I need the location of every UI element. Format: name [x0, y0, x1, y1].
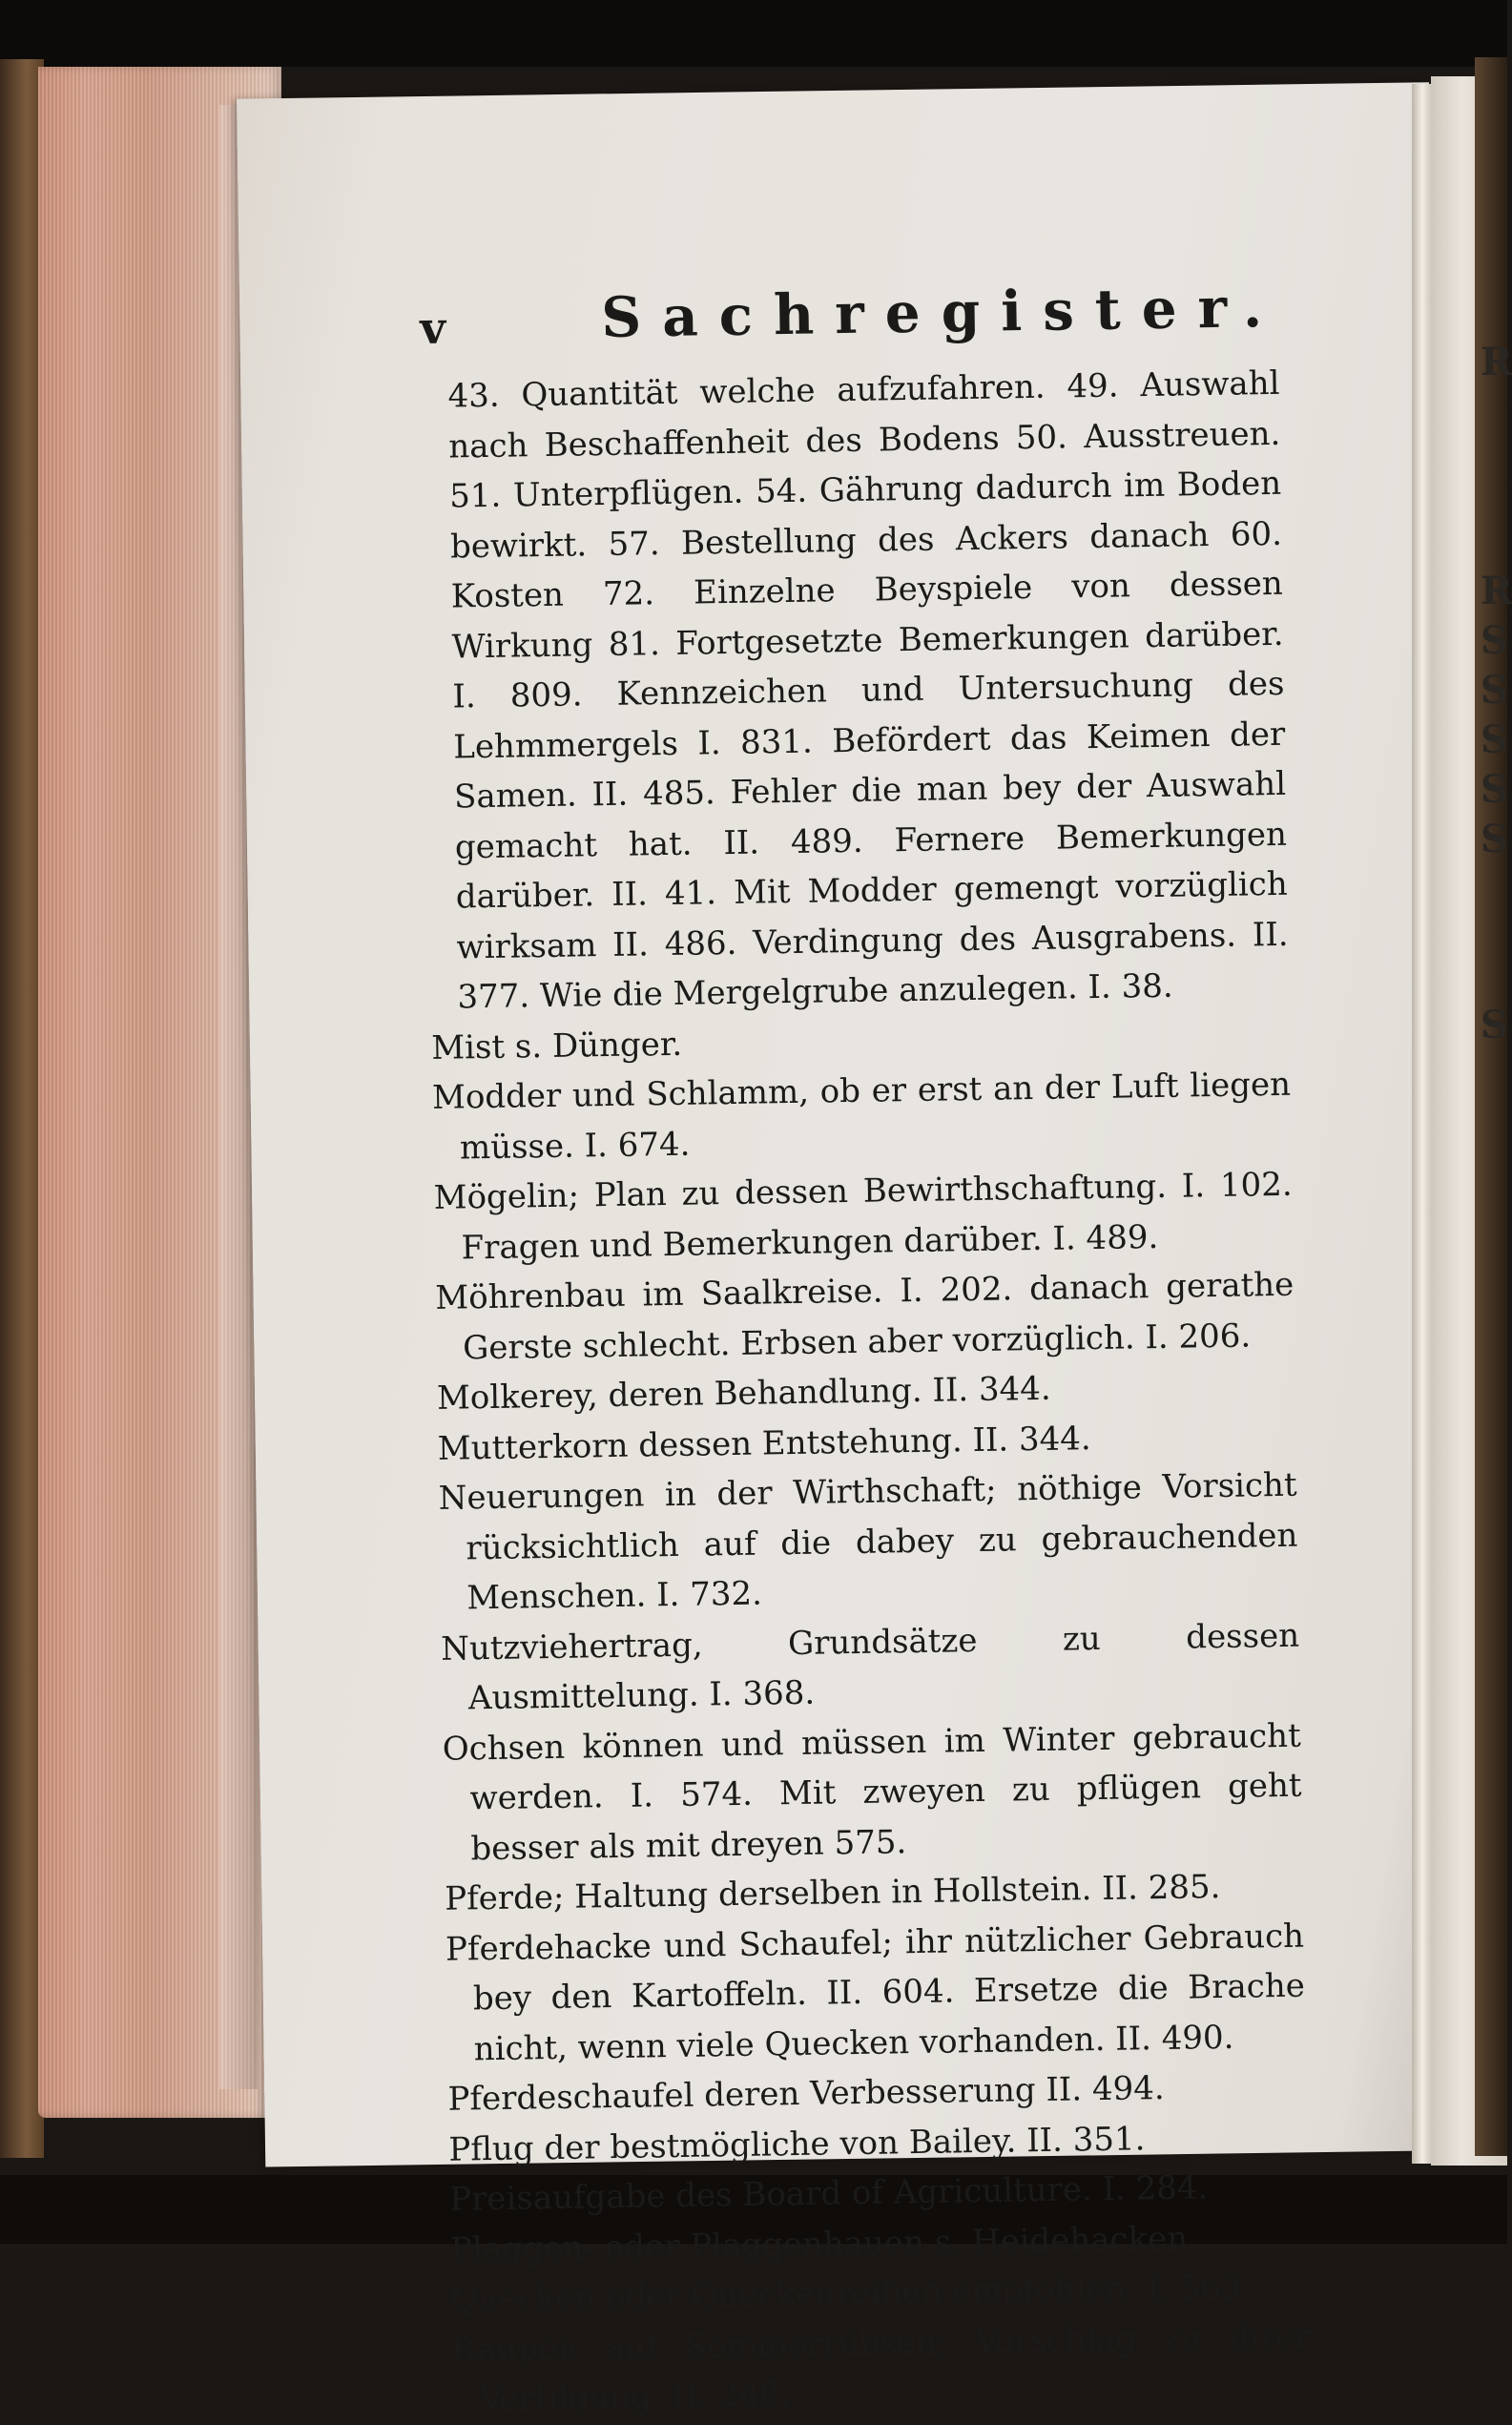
book-gutter	[1412, 84, 1433, 2164]
page-header	[419, 274, 1284, 372]
facing-letter: S	[1481, 1003, 1508, 1047]
index-entry: Möhrenbau im Saalkreise. I. 202. danach gerathe Gerste schlecht. Erbsen aber vorzüglich. I. 206.	[435, 1265, 1295, 1367]
facing-letter: S	[1481, 817, 1508, 861]
facing-letter: R	[1481, 569, 1512, 613]
index-entry: Ochsen können und müssen im Winter gebraucht werden. I. 574. Mit zweyen zu pflügen geht besser als mit dreyen 575.	[442, 1716, 1302, 1868]
signature-mark: v	[419, 301, 446, 354]
index-entry: Mögelin; Plan zu dessen Bewirthschaftung. I. 102. Fragen und Bemerkungen darüber. I. 489.	[433, 1165, 1293, 1267]
index-entry: Mist s. Dünger.	[430, 1025, 683, 1067]
index-entry: Mutterkorn dessen Entstehung. II. 344.	[437, 1419, 1092, 1468]
index-entry: Plaggen- oder Plaggenhauen s. Heidehacken.	[449, 2218, 1199, 2270]
index-entry: Molkerey, deren Behandlung. II. 344.	[436, 1369, 1051, 1418]
facing-letter: S	[1481, 767, 1508, 812]
index-entry: 43. Quantität welche aufzufahren. 49. Auswahl nach Beschaffenheit des Bodens 50. Ausstreuen. 51. Unterpflügen. 54. Gährung dadurch im Boden bewirkt. 57. Bestellung des Ackers danach 60. Kosten 72. Einzelne Beyspiele von dessen Wirkung 81. Fortgesetzte Bemerkungen darüber. I. 809. Kennzeichen und Untersuchung des Lehmmergels I. 831. Befördert das Keimen der Samen. II. 485. Fehler die man bey der Auswahl gemacht hat. II. 489. Fernere Bemerkungen darüber. II. 41. Mit Modder gemengt vorzüglich wirksam II. 486. Verdingung des Ausgrabens. II. 377. Wie die Mergelgrube anzulegen. I. 38.	[447, 363, 1289, 1017]
index-entry: Neuerungen in der Wirthschaft; nöthige Vorsicht rücksichtlich auf die dabey zu gebrauchenden Menschen. I. 732.	[438, 1465, 1298, 1618]
background-top	[0, 0, 1507, 67]
index-entry: Pferde; Haltung derselben in Hollstein. II. 285.	[444, 1868, 1221, 1918]
index-entry: Nutzviehertrag, Grundsätze zu dessen Ausmittelung. I. 368.	[440, 1616, 1300, 1718]
index-entry: Quecken oder Queckenreihen empfohlen. I. 563.	[450, 2268, 1253, 2319]
page-text	[419, 274, 1312, 2425]
index-entry: Preisaufgabe des Board of Agriculture. I. 284.	[448, 2168, 1209, 2219]
index-entry: Pflug der bestmögliche von Bailey. II. 351.	[448, 2119, 1146, 2169]
index-entry: Pferdehacke und Schaufel; ihr nützlicher Gebrauch bey den Kartoffeln. II. 604. Ersetze die Brache nicht, wenn viele Quecken vorhanden. II. 490.	[445, 1917, 1306, 2068]
facing-letter: R	[1481, 340, 1512, 384]
index-entry: Raupen auf Sommerrübsen; Vorschlag zu ihrer Vertilgung. II. 248.	[451, 2317, 1311, 2419]
index-entry: Modder und Schlamm, ob er erst an der Luft liegen müsse. I. 674.	[431, 1065, 1292, 1167]
index-entry: Pferdeschaufel deren Verbesserung II. 494.	[447, 2068, 1165, 2119]
facing-letter: S	[1481, 618, 1508, 663]
facing-letter: S	[1481, 668, 1508, 713]
index-entries	[421, 359, 1312, 2425]
running-title: Sachregister.	[600, 274, 1284, 351]
facing-letter: S	[1481, 717, 1508, 762]
